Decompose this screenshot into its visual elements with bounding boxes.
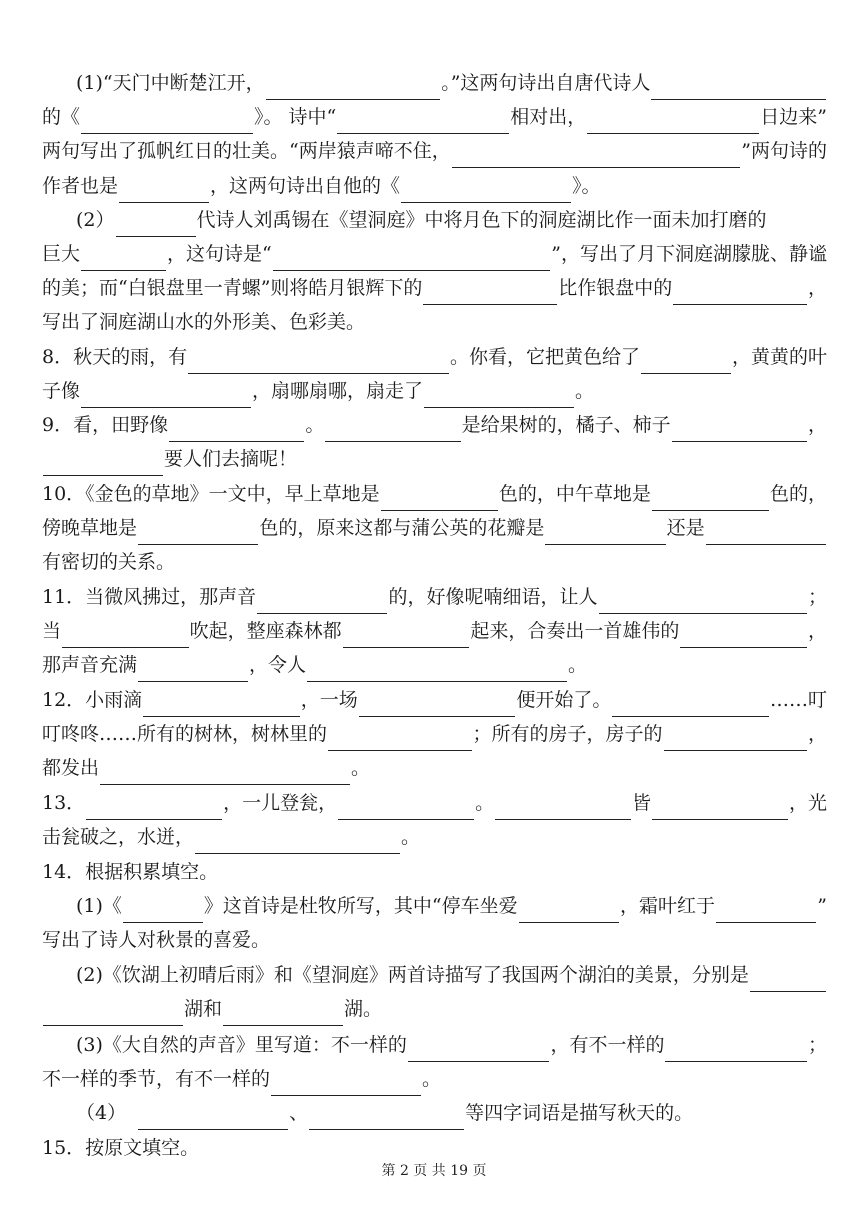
text: ”，写出了月下洞庭湖朦胧、静谧 — [551, 243, 827, 265]
q10-line1 — [42, 477, 827, 511]
answer-blank[interactable] — [307, 660, 567, 682]
text: 》。 诗中“ — [254, 106, 337, 128]
text: 傍晚草地是 — [42, 517, 138, 539]
answer-blank[interactable] — [143, 695, 300, 717]
text: 便开始了。 — [516, 689, 612, 711]
text: 》。 — [572, 175, 601, 197]
answer-blank[interactable] — [408, 1040, 550, 1062]
text: 当 — [42, 620, 62, 642]
q8-line1 — [42, 340, 827, 374]
answer-blank[interactable] — [519, 901, 619, 923]
text: 。 — [475, 792, 495, 814]
text: 的美；而“白银盘里一青螺”则将皓月银辉下的 — [42, 277, 423, 299]
text: 10．《金色的草地》一文中，早上草地是 — [42, 483, 380, 505]
q10-line2 — [42, 511, 827, 545]
q7-p2-line2 — [42, 237, 827, 271]
text: ，有不一样的 — [550, 1034, 665, 1056]
answer-blank[interactable] — [328, 729, 471, 751]
text: 13． — [42, 792, 86, 814]
q9-line2 — [42, 442, 827, 476]
text: 。”这两句诗出自唐代诗人 — [441, 72, 651, 94]
text: 。 — [568, 654, 588, 676]
q14-p3-line2 — [42, 1062, 827, 1096]
text: 起来，合奏出一首雄伟的 — [470, 620, 680, 642]
text: 击瓮破之，水迸， — [42, 826, 195, 848]
q7-p1-line2 — [42, 100, 827, 134]
answer-blank[interactable] — [138, 523, 258, 545]
answer-blank[interactable] — [672, 420, 807, 442]
text: ， — [807, 277, 827, 299]
text: 写出了洞庭湖山水的外形美、色彩美。 — [42, 311, 366, 333]
text: 作者也是 — [42, 175, 119, 197]
answer-blank[interactable] — [195, 832, 400, 854]
answer-blank[interactable] — [325, 420, 460, 442]
text: ，光 — [788, 792, 827, 814]
answer-blank[interactable] — [119, 181, 209, 203]
answer-blank[interactable] — [62, 626, 189, 648]
text: 叮咚咚……所有的树林，树林里的 — [42, 723, 328, 745]
text: ； — [808, 1034, 827, 1056]
q7-p1-line1 — [76, 66, 827, 100]
text: 的，好像呢喃细语，让人 — [388, 586, 598, 608]
answer-blank[interactable] — [337, 112, 509, 134]
q14-p1-line1 — [76, 889, 827, 923]
q7-p1-line3 — [42, 134, 827, 168]
q8-line2 — [42, 374, 827, 408]
text: 代诗人刘禹锡在《望洞庭》中将月色下的洞庭湖比作一面未加打磨的 — [196, 209, 767, 231]
answer-blank[interactable] — [381, 489, 498, 511]
text: 比作银盘中的 — [558, 277, 673, 299]
answer-blank[interactable] — [641, 352, 731, 374]
text: 色的，原来这都与蒲公英的花瓣是 — [259, 517, 545, 539]
answer-blank[interactable] — [43, 454, 163, 476]
answer-blank[interactable] — [138, 660, 248, 682]
text: 是给果树的，橘子、柿子 — [461, 414, 671, 436]
answer-blank[interactable] — [680, 626, 807, 648]
q14-p1-line2 — [42, 923, 827, 957]
answer-blank[interactable] — [359, 695, 516, 717]
q11-line2 — [42, 614, 827, 648]
answer-blank[interactable] — [138, 1108, 288, 1130]
answer-blank[interactable] — [81, 386, 251, 408]
answer-blank[interactable] — [309, 1108, 464, 1130]
text: 。 — [422, 1068, 442, 1090]
text: 14．根据积累填空。 — [42, 861, 219, 883]
page-footer: 第 2 页 共 19 页 — [381, 1163, 487, 1179]
text: (3)《大自然的声音》里写道：不一样的 — [76, 1034, 407, 1056]
text: 。你看，它把黄色给了 — [449, 346, 640, 368]
text: 相对出， — [510, 106, 587, 128]
answer-blank[interactable] — [652, 798, 788, 820]
answer-blank[interactable] — [343, 626, 470, 648]
text: 巨大 — [42, 243, 81, 265]
q14-p2-line2 — [42, 992, 827, 1026]
q14-p2-line1 — [76, 958, 827, 992]
text: 色的，中午草地是 — [498, 483, 651, 505]
text: ； — [807, 586, 827, 608]
q12-line2 — [42, 717, 827, 751]
text: 等四字词语是描写秋天的。 — [465, 1102, 694, 1124]
text: 要人们去摘呢！ — [164, 448, 298, 470]
q7-p2-line3 — [42, 271, 827, 305]
text: ，一场 — [300, 689, 358, 711]
text: （4） — [76, 1102, 127, 1124]
text: 有密切的关系。 — [42, 551, 176, 573]
q13-line2 — [42, 820, 827, 854]
text: 》这首诗是杜牧所写，其中“停车坐爱 — [203, 895, 518, 917]
text: 湖。 — [344, 998, 383, 1020]
text: ”两句诗的 — [741, 140, 827, 162]
text: 吹起，整座森林都 — [189, 620, 342, 642]
answer-blank[interactable] — [545, 523, 665, 545]
text: 子像 — [42, 380, 81, 402]
text: ，一儿登瓮， — [223, 792, 338, 814]
text: 15．按原文填空。 — [42, 1137, 200, 1159]
q14-p3-line1 — [76, 1028, 827, 1062]
answer-blank[interactable] — [665, 1040, 807, 1062]
answer-blank[interactable] — [401, 181, 571, 203]
text: 都发出 — [42, 757, 100, 779]
text: 。 — [401, 826, 421, 848]
text: 11．当微风拂过，那声音 — [42, 586, 257, 608]
q14-title — [42, 855, 827, 889]
answer-blank[interactable] — [273, 249, 551, 271]
text: (2） — [76, 209, 115, 231]
text: 日边来” — [760, 106, 827, 128]
answer-blank[interactable] — [612, 695, 769, 717]
answer-blank[interactable] — [81, 249, 166, 271]
answer-blank[interactable] — [223, 1004, 343, 1026]
q11-line3 — [42, 648, 827, 682]
answer-blank[interactable] — [423, 283, 557, 305]
answer-blank[interactable] — [257, 592, 387, 614]
answer-blank[interactable] — [495, 798, 631, 820]
q13-line1 — [42, 786, 827, 820]
text: ， — [807, 414, 827, 436]
q7-p2-line1 — [76, 203, 827, 237]
text: 9．看，田野像 — [42, 414, 169, 436]
text: 那声音充满 — [42, 654, 138, 676]
answer-blank[interactable] — [652, 489, 769, 511]
text: 不一样的季节，有不一样的 — [42, 1068, 271, 1090]
answer-blank[interactable] — [116, 215, 196, 237]
text: (2)《饮湖上初晴后雨》和《望洞庭》两首诗描写了我国两个湖泊的美景，分别是 — [76, 964, 749, 986]
answer-blank[interactable] — [266, 78, 441, 100]
q9-line1 — [42, 408, 827, 442]
text: ；所有的房子，房子的 — [472, 723, 663, 745]
answer-blank[interactable] — [43, 1004, 183, 1026]
q7-p1-line4 — [42, 169, 827, 203]
text: 。 — [575, 380, 595, 402]
text: 。 — [305, 414, 325, 436]
text: ， — [808, 723, 827, 745]
text: ，这两句诗出自他的《 — [210, 175, 401, 197]
text: 还是 — [666, 517, 705, 539]
text: 皆 — [632, 792, 652, 814]
answer-blank[interactable] — [651, 78, 826, 100]
answer-blank[interactable] — [169, 420, 304, 442]
text: 8．秋天的雨，有 — [42, 346, 188, 368]
answer-blank[interactable] — [100, 763, 350, 785]
answer-blank[interactable] — [271, 1074, 421, 1096]
answer-blank[interactable] — [599, 592, 807, 614]
answer-blank[interactable] — [706, 523, 826, 545]
text: ， — [807, 620, 827, 642]
text: ，霜叶红于 — [619, 895, 715, 917]
answer-blank[interactable] — [86, 798, 222, 820]
text: ，令人 — [249, 654, 307, 676]
text: 12．小雨滴 — [42, 689, 143, 711]
text: (1)“天门中断楚江开， — [76, 72, 265, 94]
answer-blank[interactable] — [587, 112, 759, 134]
q11-line1 — [42, 580, 827, 614]
text: 湖和 — [184, 998, 223, 1020]
text: 。 — [351, 757, 371, 779]
text: 的《 — [42, 106, 81, 128]
answer-blank[interactable] — [664, 729, 807, 751]
answer-blank[interactable] — [750, 970, 826, 992]
text: ，黄黄的叶 — [731, 346, 827, 368]
q12-line3 — [42, 751, 827, 785]
answer-blank[interactable] — [123, 901, 203, 923]
text: 色的， — [769, 483, 827, 505]
text: ” — [817, 895, 827, 917]
answer-blank[interactable] — [424, 386, 574, 408]
answer-blank[interactable] — [673, 283, 807, 305]
text: 两句写出了孤帆红日的壮美。“两岸猿声啼不住， — [42, 140, 451, 162]
q14-p4-line1 — [76, 1096, 827, 1130]
answer-blank[interactable] — [81, 112, 253, 134]
text: 写出了诗人对秋景的喜爱。 — [42, 929, 271, 951]
text: ……叮 — [770, 689, 827, 711]
answer-blank[interactable] — [716, 901, 816, 923]
text: ，扇哪扇哪，扇走了 — [252, 380, 424, 402]
q12-line1 — [42, 683, 827, 717]
q7-p2-line4 — [42, 305, 827, 339]
text: (1)《 — [76, 895, 122, 917]
q10-line3 — [42, 545, 827, 579]
text: 、 — [289, 1102, 309, 1124]
answer-blank[interactable] — [452, 146, 741, 168]
answer-blank[interactable] — [338, 798, 474, 820]
text: ，这句诗是“ — [167, 243, 272, 265]
answer-blank[interactable] — [188, 352, 449, 374]
